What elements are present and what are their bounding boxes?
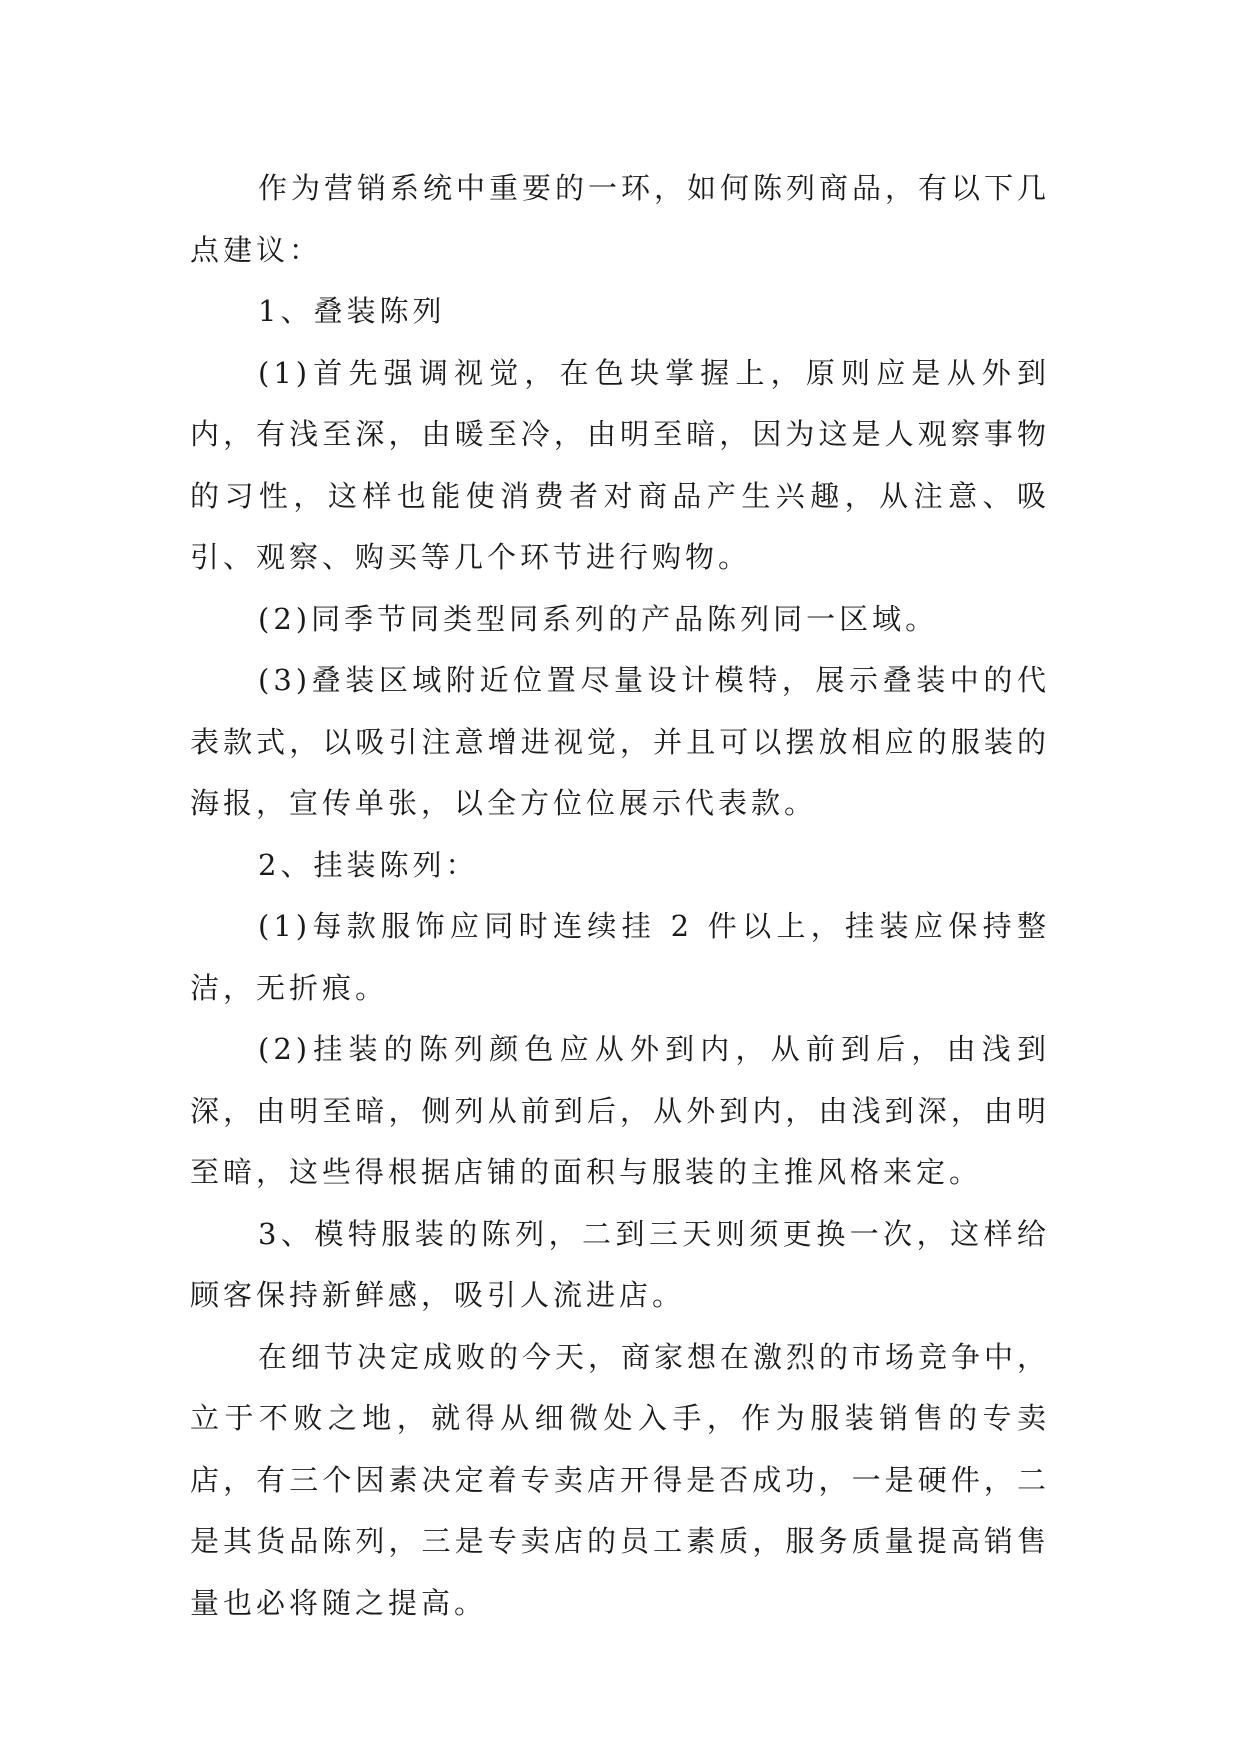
hanging-item-1-paragraph: (1)每款服饰应同时连续挂 2 件以上，挂装应保持整洁，无折痕。 [190, 909, 1050, 1005]
folded-item-1-paragraph: (1)首先强调视觉，在色块掌握上，原则应是从外到内，有浅至深，由暖至冷，由明至暗，因为这是人观察事物的习性，这样也能使消费者对商品产生兴趣，从注意、吸引、观察、购买等几个环节进行购物。 [190, 355, 1050, 574]
intro-paragraph: 作为营销系统中重要的一环，如何陈列商品，有以下几点建议： [190, 171, 1051, 267]
folded-item-2-paragraph: (2)同季节同类型同系列的产品陈列同一区域。 [258, 601, 939, 636]
folded-item-3-paragraph: (3)叠装区域附近位置尽量设计模特，展示叠装中的代表款式，以吸引注意增进视觉，并且可以摆放相应的服装的海报，宣传单张，以全方位位展示代表款。 [190, 663, 1050, 820]
section-heading-hanging-display: 2、挂装陈列： [258, 847, 479, 882]
hanging-item-2-paragraph: (2)挂装的陈列颜色应从外到内，从前到后，由浅到深，由明至暗，侧列从前到后，从外到内，由浅到深，由明至暗，这些得根据店铺的面积与服装的主推风格来定。 [190, 1032, 1050, 1189]
mannequin-display-paragraph: 3、模特服装的陈列，二到三天则须更换一次，这样给顾客保持新鲜感，吸引人流进店。 [190, 1216, 1050, 1312]
section-heading-folded-display: 1、叠装陈列 [258, 294, 446, 328]
conclusion-paragraph: 在细节决定成败的今天，商家想在激烈的市场竞争中，立于不败之地，就得从细微处入手，作为服装销售的专卖店，有三个因素决定着专卖店开得是否成功，一是硬件，二是其货品陈列，三是专卖店的员工素质，服务质量提高销售量也必将随之提高。 [190, 1339, 1051, 1620]
document-body [190, 158, 1050, 1634]
